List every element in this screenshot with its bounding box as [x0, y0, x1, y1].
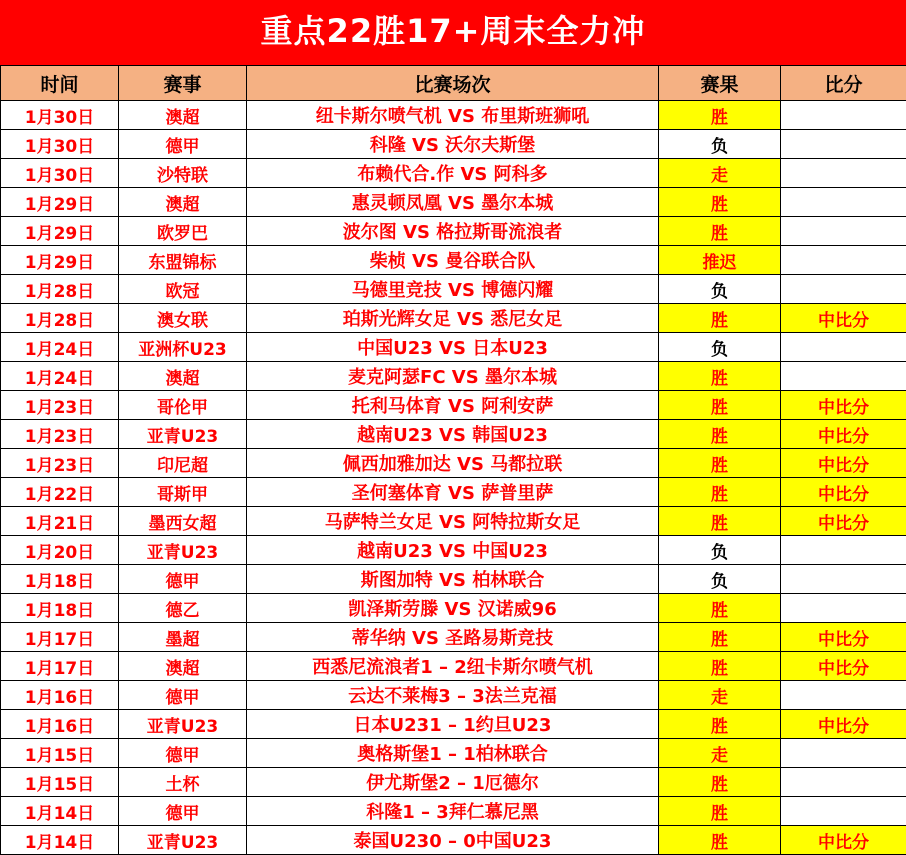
cell-competition: 欧罗巴 [119, 217, 247, 246]
table-row [1, 681, 906, 710]
cell-result: 走 [659, 159, 781, 188]
cell-score [781, 768, 906, 797]
table-row [1, 159, 906, 188]
cell-time: 1月16日 [1, 681, 119, 710]
cell-match: 惠灵顿凤凰 VS 墨尔本城 [247, 188, 659, 217]
table-row [1, 275, 906, 304]
cell-competition: 墨超 [119, 623, 247, 652]
cell-time: 1月22日 [1, 478, 119, 507]
cell-score [781, 130, 906, 159]
cell-result: 负 [659, 536, 781, 565]
cell-competition: 土杯 [119, 768, 247, 797]
table-row [1, 333, 906, 362]
table-row [1, 768, 906, 797]
cell-score [781, 681, 906, 710]
cell-score [781, 797, 906, 826]
cell-time: 1月18日 [1, 594, 119, 623]
cell-competition: 亚洲杯U23 [119, 333, 247, 362]
cell-result: 胜 [659, 391, 781, 420]
cell-time: 1月24日 [1, 333, 119, 362]
table-row [1, 507, 906, 536]
cell-score: 中比分 [781, 420, 906, 449]
cell-match: 科隆1 – 3拜仁慕尼黑 [247, 797, 659, 826]
cell-result: 胜 [659, 188, 781, 217]
cell-result: 胜 [659, 449, 781, 478]
cell-score [781, 565, 906, 594]
cell-time: 1月29日 [1, 217, 119, 246]
cell-result: 胜 [659, 623, 781, 652]
cell-competition: 澳超 [119, 362, 247, 391]
cell-time: 1月28日 [1, 275, 119, 304]
cell-score [781, 739, 906, 768]
table-row [1, 594, 906, 623]
cell-result: 胜 [659, 362, 781, 391]
cell-match: 纽卡斯尔喷气机 VS 布里斯班狮吼 [247, 101, 659, 130]
cell-competition: 德甲 [119, 739, 247, 768]
cell-match: 珀斯光辉女足 VS 悉尼女足 [247, 304, 659, 333]
cell-competition: 亚青U23 [119, 420, 247, 449]
cell-match: 托利马体育 VS 阿利安萨 [247, 391, 659, 420]
table-row [1, 304, 906, 333]
cell-competition: 墨西女超 [119, 507, 247, 536]
cell-score [781, 275, 906, 304]
cell-score: 中比分 [781, 391, 906, 420]
cell-score [781, 188, 906, 217]
cell-competition: 德甲 [119, 681, 247, 710]
cell-match: 马德里竞技 VS 博德闪耀 [247, 275, 659, 304]
cell-match: 麦克阿瑟FC VS 墨尔本城 [247, 362, 659, 391]
cell-time: 1月29日 [1, 188, 119, 217]
cell-competition: 澳女联 [119, 304, 247, 333]
cell-time: 1月21日 [1, 507, 119, 536]
cell-score: 中比分 [781, 478, 906, 507]
table-row [1, 188, 906, 217]
cell-result: 胜 [659, 826, 781, 855]
cell-match: 凯泽斯劳滕 VS 汉诺威96 [247, 594, 659, 623]
table-row [1, 826, 906, 855]
table-row [1, 130, 906, 159]
cell-score [781, 362, 906, 391]
cell-result: 负 [659, 333, 781, 362]
cell-match: 科隆 VS 沃尔夫斯堡 [247, 130, 659, 159]
header-row [1, 66, 906, 101]
cell-time: 1月18日 [1, 565, 119, 594]
table-row [1, 652, 906, 681]
cell-time: 1月23日 [1, 391, 119, 420]
cell-result: 胜 [659, 652, 781, 681]
table-body [1, 101, 906, 855]
cell-competition: 亚青U23 [119, 710, 247, 739]
cell-time: 1月17日 [1, 652, 119, 681]
cell-match: 布赖代合.作 VS 阿科多 [247, 159, 659, 188]
cell-match: 西悉尼流浪者1 – 2纽卡斯尔喷气机 [247, 652, 659, 681]
cell-score [781, 159, 906, 188]
table-row [1, 478, 906, 507]
cell-result: 胜 [659, 217, 781, 246]
cell-match: 云达不莱梅3 – 3法兰克福 [247, 681, 659, 710]
cell-result: 负 [659, 275, 781, 304]
table-row [1, 710, 906, 739]
cell-result: 走 [659, 681, 781, 710]
cell-score [781, 101, 906, 130]
cell-competition: 德甲 [119, 797, 247, 826]
cell-score [781, 536, 906, 565]
cell-result: 负 [659, 565, 781, 594]
column-header-result: 赛果 [659, 66, 781, 101]
cell-time: 1月23日 [1, 420, 119, 449]
cell-match: 佩西加雅加达 VS 马都拉联 [247, 449, 659, 478]
cell-time: 1月17日 [1, 623, 119, 652]
table-row [1, 623, 906, 652]
cell-result: 走 [659, 739, 781, 768]
cell-competition: 印尼超 [119, 449, 247, 478]
cell-competition: 澳超 [119, 101, 247, 130]
cell-score: 中比分 [781, 710, 906, 739]
cell-competition: 哥伦甲 [119, 391, 247, 420]
cell-time: 1月15日 [1, 768, 119, 797]
cell-result: 胜 [659, 420, 781, 449]
cell-match: 柴桢 VS 曼谷联合队 [247, 246, 659, 275]
cell-time: 1月30日 [1, 130, 119, 159]
cell-time: 1月23日 [1, 449, 119, 478]
table-row [1, 246, 906, 275]
cell-match: 奥格斯堡1 – 1柏林联合 [247, 739, 659, 768]
cell-result: 胜 [659, 507, 781, 536]
cell-result: 胜 [659, 478, 781, 507]
column-header-score: 比分 [781, 66, 906, 101]
cell-result: 胜 [659, 710, 781, 739]
cell-score [781, 333, 906, 362]
table-row [1, 391, 906, 420]
cell-time: 1月14日 [1, 797, 119, 826]
cell-time: 1月24日 [1, 362, 119, 391]
column-header-competition: 赛事 [119, 66, 247, 101]
cell-result: 胜 [659, 594, 781, 623]
cell-time: 1月30日 [1, 101, 119, 130]
cell-match: 泰国U230 – 0中国U23 [247, 826, 659, 855]
cell-result: 负 [659, 130, 781, 159]
table-row [1, 362, 906, 391]
cell-result: 推迟 [659, 246, 781, 275]
cell-competition: 亚青U23 [119, 536, 247, 565]
cell-score: 中比分 [781, 449, 906, 478]
cell-competition: 哥斯甲 [119, 478, 247, 507]
cell-match: 斯图加特 VS 柏林联合 [247, 565, 659, 594]
table-row [1, 217, 906, 246]
table-header [1, 66, 906, 101]
cell-score: 中比分 [781, 623, 906, 652]
cell-competition: 德乙 [119, 594, 247, 623]
table-row [1, 101, 906, 130]
matches-table [0, 65, 906, 855]
cell-match: 越南U23 VS 韩国U23 [247, 420, 659, 449]
cell-competition: 欧冠 [119, 275, 247, 304]
table-row [1, 739, 906, 768]
cell-match: 蒂华纳 VS 圣路易斯竞技 [247, 623, 659, 652]
table-row [1, 797, 906, 826]
cell-time: 1月16日 [1, 710, 119, 739]
cell-match: 中国U23 VS 日本U23 [247, 333, 659, 362]
cell-score [781, 246, 906, 275]
page-title: 重点22胜17+周末全力冲 [0, 0, 906, 65]
cell-score [781, 594, 906, 623]
table-row [1, 565, 906, 594]
cell-result: 胜 [659, 101, 781, 130]
cell-time: 1月28日 [1, 304, 119, 333]
table-row [1, 536, 906, 565]
cell-score: 中比分 [781, 826, 906, 855]
cell-competition: 德甲 [119, 565, 247, 594]
cell-time: 1月29日 [1, 246, 119, 275]
cell-time: 1月15日 [1, 739, 119, 768]
cell-match: 越南U23 VS 中国U23 [247, 536, 659, 565]
column-header-time: 时间 [1, 66, 119, 101]
cell-time: 1月14日 [1, 826, 119, 855]
cell-time: 1月30日 [1, 159, 119, 188]
cell-result: 胜 [659, 304, 781, 333]
column-header-match: 比赛场次 [247, 66, 659, 101]
cell-match: 圣何塞体育 VS 萨普里萨 [247, 478, 659, 507]
cell-result: 胜 [659, 797, 781, 826]
cell-score: 中比分 [781, 652, 906, 681]
cell-match: 马萨特兰女足 VS 阿特拉斯女足 [247, 507, 659, 536]
cell-competition: 德甲 [119, 130, 247, 159]
cell-competition: 澳超 [119, 652, 247, 681]
cell-match: 波尔图 VS 格拉斯哥流浪者 [247, 217, 659, 246]
cell-match: 伊尤斯堡2 – 1厄德尔 [247, 768, 659, 797]
cell-competition: 亚青U23 [119, 826, 247, 855]
cell-score [781, 217, 906, 246]
cell-match: 日本U231 – 1约旦U23 [247, 710, 659, 739]
cell-time: 1月20日 [1, 536, 119, 565]
cell-result: 胜 [659, 768, 781, 797]
cell-competition: 澳超 [119, 188, 247, 217]
cell-score: 中比分 [781, 507, 906, 536]
table-row [1, 420, 906, 449]
cell-competition: 东盟锦标 [119, 246, 247, 275]
cell-competition: 沙特联 [119, 159, 247, 188]
cell-score: 中比分 [781, 304, 906, 333]
table-row [1, 449, 906, 478]
